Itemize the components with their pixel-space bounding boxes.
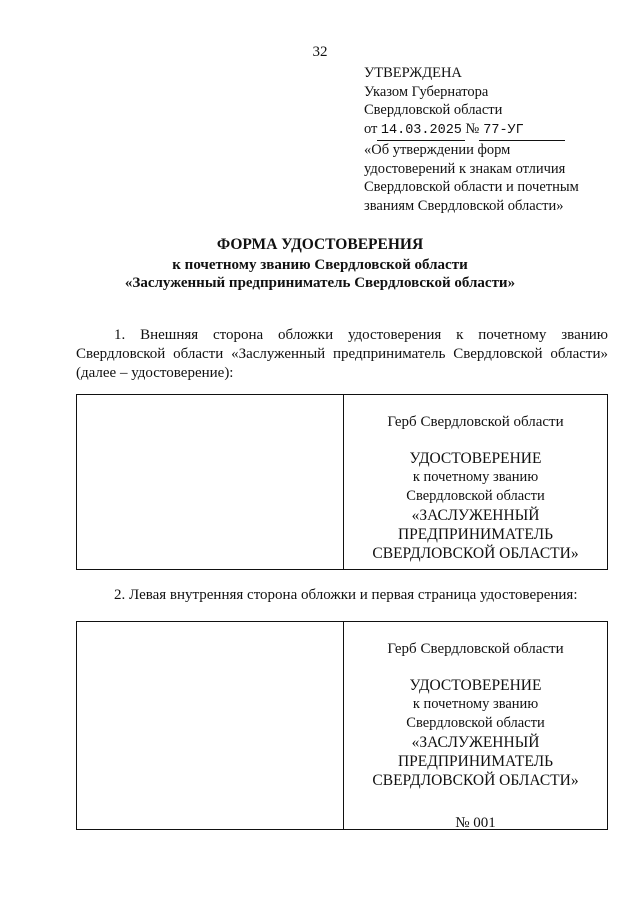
certificate-line: СВЕРДЛОВСКОЙ ОБЛАСТИ» <box>372 545 579 562</box>
decree-title-line: званиям Свердловской области» <box>364 197 564 214</box>
cover-back-panel <box>77 395 344 569</box>
date-prefix: от <box>364 120 378 137</box>
certificate-line: СВЕРДЛОВСКОЙ ОБЛАСТИ» <box>372 772 579 789</box>
certificate-label: УДОСТОВЕРЕНИЕ <box>409 450 542 467</box>
approval-region: Свердловской области <box>364 102 503 118</box>
coat-of-arms-label: Герб Свердловской области <box>387 641 564 657</box>
certificate-line: Свердловской области <box>406 488 545 504</box>
cover-outer-side-box <box>76 394 608 570</box>
page-number: 32 <box>312 44 328 60</box>
decree-title-line: удостоверений к знакам отличия <box>364 160 566 177</box>
certificate-label: УДОСТОВЕРЕНИЕ <box>409 677 542 694</box>
certificate-line: Свердловской области <box>406 715 545 731</box>
section-1-line: (далее – удостоверение): <box>76 365 234 381</box>
certificate-line: ПРЕДПРИНИМАТЕЛЬ <box>397 526 553 543</box>
decree-title-line: «Об утверждении форм <box>364 142 511 158</box>
section-1-line: 1. Внешняя сторона обложки удостоверения к почетному званию <box>114 327 608 343</box>
section-1-paragraph <box>76 326 608 383</box>
certificate-line: «ЗАСЛУЖЕННЫЙ <box>411 507 540 524</box>
first-page-panel <box>344 622 607 829</box>
certificate-line: к почетному званию <box>412 469 539 485</box>
cover-front-panel <box>344 395 607 569</box>
approval-block <box>364 64 604 215</box>
certificate-line: к почетному званию <box>412 696 539 712</box>
number-sign: № <box>465 120 480 137</box>
decree-number: 77-УГ <box>479 122 565 142</box>
cover-inner-side-box <box>76 621 608 830</box>
certificate-line: «ЗАСЛУЖЕННЫЙ <box>411 734 540 751</box>
approval-decree-type: Указом Губернатора <box>364 83 489 100</box>
section-1-line: Свердловской области «Заслуженный предприниматель Свердловской области» <box>76 346 608 362</box>
decree-date: 14.03.2025 <box>377 122 465 142</box>
section-2-paragraph: 2. Левая внутренняя сторона обложки и первая страница удостоверения: <box>114 587 578 603</box>
certificate-serial-number: № 001 <box>455 815 496 831</box>
coat-of-arms-label: Герб Свердловской области <box>387 414 564 430</box>
decree-title-line: Свердловской области и почетным <box>364 179 579 195</box>
approval-date-line <box>364 120 604 142</box>
certificate-line: ПРЕДПРИНИМАТЕЛЬ <box>397 753 553 770</box>
document-subtitle: к почетному званию Свердловской области <box>172 257 468 273</box>
approval-status: УТВЕРЖДЕНА <box>364 65 462 81</box>
inner-left-panel <box>77 622 344 829</box>
award-name: «Заслуженный предприниматель Свердловской области» <box>124 275 516 291</box>
document-title: ФОРМА УДОСТОВЕРЕНИЯ <box>216 236 424 253</box>
